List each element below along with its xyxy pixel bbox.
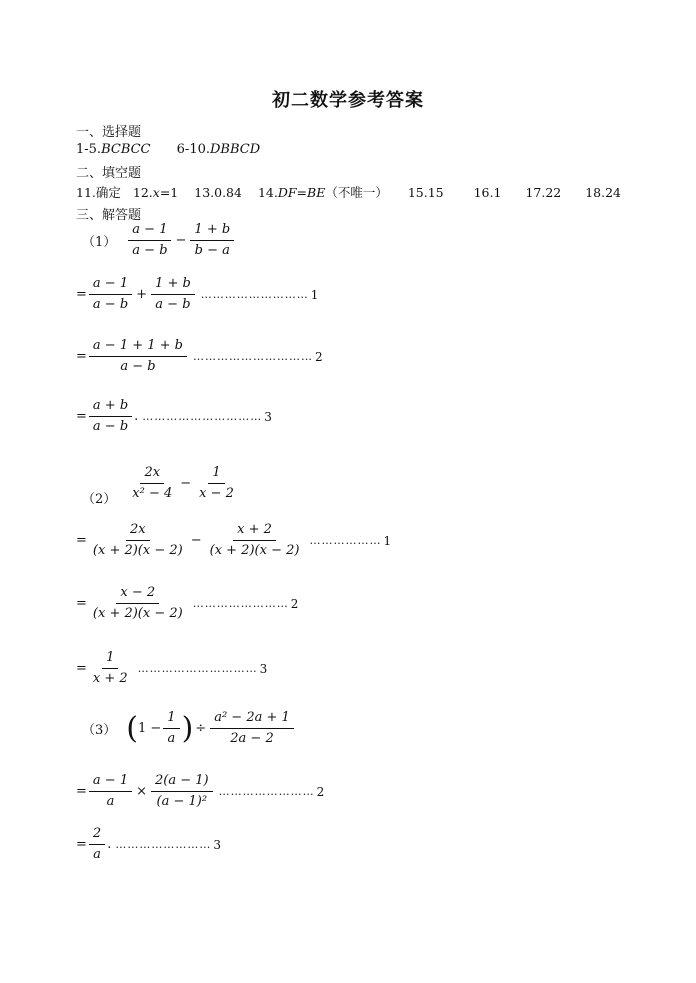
fraction (190, 222, 234, 259)
denominator: (x + 2)(x − 2) (92, 606, 183, 621)
numerator: a − 1 (89, 276, 132, 295)
q2-step-2 (76, 585, 298, 622)
section-solve-heading: 三、解答题 (76, 208, 142, 223)
fill-12 (133, 185, 178, 200)
fill-14 (258, 185, 388, 200)
fill-17: 17.22 (525, 185, 562, 200)
fraction (151, 773, 213, 810)
score-mark: 2 (315, 349, 323, 364)
equals-sign: = (76, 287, 87, 302)
denominator: 2a − 2 (230, 731, 274, 746)
denominator: a − b (132, 243, 168, 258)
denominator: (x + 2)(x − 2) (209, 543, 300, 558)
fraction (128, 222, 171, 259)
numerator: a + b (89, 398, 132, 417)
denominator: (a − 1)² (156, 794, 208, 809)
operator: − (180, 476, 192, 491)
denominator: x² − 4 (132, 486, 173, 501)
fill-13: 13.0.84 (194, 185, 242, 200)
page-title: 初二数学参考答案 (272, 90, 424, 111)
numerator: a − 1 + 1 + b (89, 338, 187, 357)
score-mark: 2 (290, 596, 299, 611)
fraction (210, 710, 294, 747)
fraction (89, 826, 105, 863)
numerator: 2 (89, 826, 105, 845)
numerator: 1 + b (190, 222, 234, 241)
equals-sign: = (76, 837, 87, 852)
fraction (89, 773, 132, 810)
numerator: 2x (140, 465, 164, 484)
operator: + (136, 287, 148, 302)
period: . (107, 837, 112, 852)
paren-close: ) (181, 710, 194, 746)
denominator: a − b (92, 297, 129, 312)
denominator: (x + 2)(x − 2) (92, 543, 183, 558)
fill-15: 15.15 (407, 185, 444, 200)
fill-12-pre: 12. (132, 185, 153, 200)
q1-label: （1） (82, 235, 117, 250)
numerator: 2x (126, 522, 150, 541)
fill-16: 16.1 (473, 185, 502, 200)
q3-label: （3） (82, 723, 117, 738)
period: . (134, 409, 139, 424)
numerator: a² − 2a + 1 (210, 710, 294, 729)
fill-answers (76, 183, 621, 201)
equals-sign: = (76, 596, 87, 611)
denominator: a (167, 731, 176, 746)
choice-answers (76, 142, 260, 157)
fraction (89, 338, 187, 375)
fraction (128, 465, 176, 502)
fraction (89, 522, 187, 559)
section-fill-heading: 二、填空题 (76, 166, 142, 181)
fill-14-var: DF=BE (277, 185, 326, 200)
q1-step-2 (76, 338, 323, 375)
numerator: 1 (208, 465, 224, 484)
q3-step-1 (76, 773, 324, 810)
score-mark: 2 (316, 784, 325, 799)
score-mark: 1 (383, 533, 392, 548)
q3-step-2 (76, 826, 221, 863)
q2-problem (82, 460, 240, 507)
fill-18: 18.24 (585, 185, 622, 200)
choice-6-10-value: DBBCD (210, 142, 261, 157)
fraction (163, 710, 179, 747)
leader-dots: ……………… (309, 534, 382, 547)
numerator: a − 1 (89, 773, 132, 792)
leader-dots: …………………… (192, 597, 289, 610)
numerator: x + 2 (233, 522, 276, 541)
score-mark: 3 (213, 837, 221, 852)
inner-expr: 1 − (138, 721, 162, 736)
fraction (89, 585, 187, 622)
operator: × (136, 784, 147, 799)
fraction (89, 398, 132, 435)
choice-1-5-value: BCBCC (101, 142, 151, 157)
q1-problem (82, 222, 236, 259)
leader-dots: …………………… (115, 838, 212, 851)
fill-11: 11.确定 (76, 185, 121, 200)
fraction (206, 522, 304, 559)
denominator: x + 2 (92, 671, 128, 686)
q2-step-3 (76, 650, 267, 687)
numerator: 1 + b (151, 276, 195, 295)
operator: − (175, 233, 187, 248)
q2-label: （2） (82, 492, 117, 507)
fill-12-var: x (152, 185, 160, 200)
score-mark: 3 (264, 409, 272, 424)
denominator: b − a (194, 243, 230, 258)
denominator: a (93, 847, 101, 862)
numerator: 2(a − 1) (151, 773, 213, 792)
numerator: x − 2 (116, 585, 159, 604)
denominator: a − b (155, 297, 191, 312)
leader-dots: ………………………… (193, 350, 313, 363)
q2-step-1 (76, 522, 391, 559)
denominator: x − 2 (199, 486, 234, 501)
fraction (151, 276, 195, 313)
leader-dots: ………………………… (142, 410, 263, 423)
operator: − (190, 533, 202, 548)
equals-sign: = (76, 661, 87, 676)
fraction (195, 465, 238, 502)
fill-14-pre: 14. (257, 185, 278, 200)
score-mark: 1 (310, 287, 319, 302)
leader-dots: ………………………… (137, 662, 258, 675)
q1-step-1 (76, 276, 318, 313)
equals-sign: = (76, 409, 87, 424)
leader-dots: ……………………… (200, 288, 309, 301)
numerator: 1 (102, 650, 118, 669)
paren-open: ( (126, 710, 138, 746)
choice-6-10-label: 6-10. (176, 142, 210, 157)
denominator: a − b (120, 359, 156, 374)
q3-problem (82, 710, 296, 747)
fraction (89, 650, 132, 687)
numerator: 1 (163, 710, 179, 729)
numerator: a − 1 (128, 222, 171, 241)
section-choice-heading: 一、选择题 (76, 125, 142, 140)
equals-sign: = (76, 533, 87, 548)
choice-1-5-label: 1-5. (76, 142, 102, 157)
score-mark: 3 (259, 661, 268, 676)
equals-sign: = (76, 784, 87, 799)
fill-14-post: （不唯一） (325, 185, 388, 200)
q1-step-3 (76, 398, 272, 435)
operator: ÷ (195, 721, 207, 736)
equals-sign: = (76, 349, 87, 364)
fraction (89, 276, 132, 313)
denominator: a (106, 794, 115, 809)
fill-12-post: =1 (159, 185, 179, 200)
denominator: a − b (92, 419, 129, 434)
leader-dots: …………………… (218, 785, 315, 798)
